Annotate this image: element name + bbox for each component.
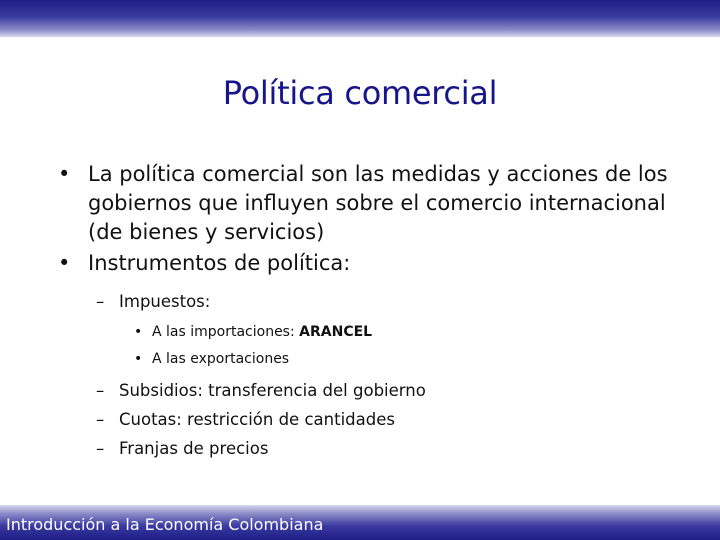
bullet-text: La política comercial son las medidas y acciones de los gobiernos que influyen sobre el comercio internacional (de bienes y servicios) [88,162,668,244]
bullet-mark: • [134,351,143,367]
sub-item [58,287,678,316]
sub-sub-item [58,346,678,373]
bullet-item [58,249,678,278]
dash-mark: – [96,439,105,458]
sub-item-text: Cuotas: restricción de cantidades [119,410,395,429]
emphasis-text: ARANCEL [299,324,373,340]
slide-title: Política comercial [222,74,498,112]
bullet-mark: • [134,324,143,340]
bullet-text: Instrumentos de política: [88,251,351,275]
bullet-mark: • [58,251,71,275]
dash-mark: – [96,381,105,400]
sub-item-text: Franjas de precios [119,439,269,458]
sub-item-text: Subsidios: transferencia del gobierno [119,381,426,400]
dash-mark: – [96,292,105,311]
sub-item-text: Impuestos: [119,292,211,311]
sub-item [58,376,678,405]
sub-sub-item-text: A las importaciones: [152,324,300,340]
footer-text: Introducción a la Economía Colombiana [6,515,324,534]
sub-item [58,405,678,434]
top-header-band [0,0,720,37]
bullet-item [58,160,678,247]
sub-sub-item-text: A las exportaciones [152,351,290,367]
sub-item [58,434,678,463]
slide-body [58,160,678,463]
sub-sub-item [58,319,678,346]
bullet-mark: • [58,162,71,186]
dash-mark: – [96,410,105,429]
